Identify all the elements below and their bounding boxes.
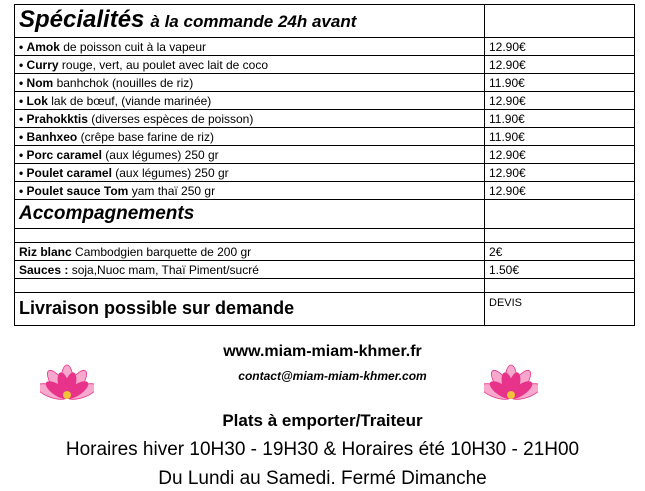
item-bullet: • bbox=[19, 57, 24, 72]
specialites-header-price bbox=[485, 5, 635, 38]
accompagnements-header-row bbox=[15, 200, 635, 229]
specialites-header bbox=[15, 5, 485, 38]
livraison-row bbox=[15, 293, 635, 326]
item-cell bbox=[15, 164, 485, 182]
item-desc: (aux légumes) 250 gr bbox=[115, 165, 229, 180]
table-row bbox=[15, 128, 635, 146]
price-value: 12.90€ bbox=[489, 57, 526, 72]
table-row bbox=[15, 182, 635, 200]
specialites-title: Spécialités bbox=[19, 5, 145, 33]
spacer-cell bbox=[485, 229, 635, 243]
item-cell bbox=[15, 128, 485, 146]
item-desc: banhchok (nouilles de riz) bbox=[56, 75, 194, 90]
item-name: Riz blanc bbox=[19, 244, 72, 259]
specialites-header-row bbox=[15, 5, 635, 38]
item-cell bbox=[15, 146, 485, 164]
price-value: 12.90€ bbox=[489, 165, 526, 180]
item-name: Curry bbox=[26, 57, 59, 72]
accompagnements-header-price bbox=[485, 200, 635, 229]
item-desc: rouge, vert, au poulet avec lait de coco bbox=[61, 57, 269, 72]
item-name: Prahokktis bbox=[26, 111, 88, 126]
price-value: 12.90€ bbox=[489, 93, 526, 108]
lotus-flower-icon bbox=[40, 363, 94, 417]
item-price bbox=[485, 128, 635, 146]
livraison-price bbox=[485, 293, 635, 326]
item-name: Sauces : bbox=[19, 262, 69, 277]
item-name: Poulet caramel bbox=[26, 165, 112, 180]
price-value: 11.90€ bbox=[489, 111, 525, 126]
spacer-cell bbox=[15, 279, 485, 293]
table-row bbox=[15, 38, 635, 56]
table-row bbox=[15, 164, 635, 182]
item-bullet: • bbox=[19, 75, 24, 90]
item-desc: (crêpe base farine de riz) bbox=[80, 129, 214, 144]
email-link[interactable]: contact@miam-miam-khmer.com bbox=[238, 369, 427, 383]
item-cell bbox=[15, 56, 485, 74]
menu-table bbox=[14, 4, 635, 326]
item-desc: (diverses espèces de poisson) bbox=[91, 111, 254, 126]
item-cell bbox=[15, 38, 485, 56]
table-row bbox=[15, 110, 635, 128]
hours-text: Horaires hiver 10H30 - 19H30 & Horaires été 10H30 - 21H00 bbox=[65, 439, 580, 460]
price-value: 1.50€ bbox=[489, 262, 520, 277]
spacer-cell bbox=[485, 279, 635, 293]
item-name: Poulet sauce Tom bbox=[26, 183, 129, 198]
price-value: 2€ bbox=[489, 244, 503, 259]
item-price bbox=[485, 56, 635, 74]
item-desc: lak de bœuf, (viande marinée) bbox=[51, 93, 212, 108]
item-price bbox=[485, 164, 635, 182]
table-row bbox=[15, 74, 635, 92]
item-name: Porc caramel bbox=[26, 147, 102, 162]
item-price bbox=[485, 182, 635, 200]
specialites-subtitle: à la commande 24h avant bbox=[150, 11, 357, 31]
price-value: 11.90€ bbox=[489, 75, 525, 90]
item-cell bbox=[15, 92, 485, 110]
item-cell bbox=[15, 243, 485, 261]
item-price bbox=[485, 38, 635, 56]
item-cell bbox=[15, 182, 485, 200]
table-row bbox=[15, 92, 635, 110]
lotus-flower-icon bbox=[484, 363, 538, 417]
price-value: 12.90€ bbox=[489, 39, 526, 54]
plats-heading: Plats à emporter/Traiteur bbox=[222, 411, 423, 430]
accompagnements-header bbox=[15, 200, 485, 229]
item-bullet: • bbox=[19, 147, 24, 162]
item-cell bbox=[15, 74, 485, 92]
livraison-text: Livraison possible sur demande bbox=[19, 298, 295, 318]
item-name: Banhxeo bbox=[26, 129, 78, 144]
item-price bbox=[485, 92, 635, 110]
price-value: 12.90€ bbox=[489, 183, 526, 198]
spacer-cell bbox=[15, 229, 485, 243]
item-price bbox=[485, 110, 635, 128]
table-row bbox=[15, 56, 635, 74]
website-link[interactable]: www.miam-miam-khmer.fr bbox=[223, 343, 422, 360]
price-value: 12.90€ bbox=[489, 147, 526, 162]
accompagnements-title: Accompagnements bbox=[19, 202, 195, 224]
item-price bbox=[485, 243, 635, 261]
item-desc: yam thaï 250 gr bbox=[131, 183, 216, 198]
table-row bbox=[15, 146, 635, 164]
item-desc: Cambodgien barquette de 200 gr bbox=[75, 244, 252, 259]
item-cell bbox=[15, 261, 485, 279]
days-text: Du Lundi au Samedi. Fermé Dimanche bbox=[158, 468, 487, 489]
price-value: 11.90€ bbox=[489, 129, 525, 144]
item-bullet: • bbox=[19, 183, 24, 198]
item-name: Amok bbox=[26, 39, 60, 54]
livraison-cell bbox=[15, 293, 485, 326]
item-name: Lok bbox=[26, 93, 48, 108]
item-price bbox=[485, 261, 635, 279]
item-desc: de poisson cuit à la vapeur bbox=[63, 39, 206, 54]
item-bullet: • bbox=[19, 129, 24, 144]
livraison-devis: DEVIS bbox=[489, 297, 523, 309]
item-name: Nom bbox=[26, 75, 54, 90]
spacer-row bbox=[15, 279, 635, 293]
table-row bbox=[15, 243, 635, 261]
item-bullet: • bbox=[19, 165, 24, 180]
item-bullet: • bbox=[19, 93, 24, 108]
spacer-row bbox=[15, 229, 635, 243]
table-row bbox=[15, 261, 635, 279]
item-bullet: • bbox=[19, 39, 24, 54]
item-desc: (aux légumes) 250 gr bbox=[105, 147, 219, 162]
item-price bbox=[485, 74, 635, 92]
item-desc: soja,Nuoc mam, Thaï Piment/sucré bbox=[71, 262, 259, 277]
item-bullet: • bbox=[19, 111, 24, 126]
item-cell bbox=[15, 110, 485, 128]
item-price bbox=[485, 146, 635, 164]
